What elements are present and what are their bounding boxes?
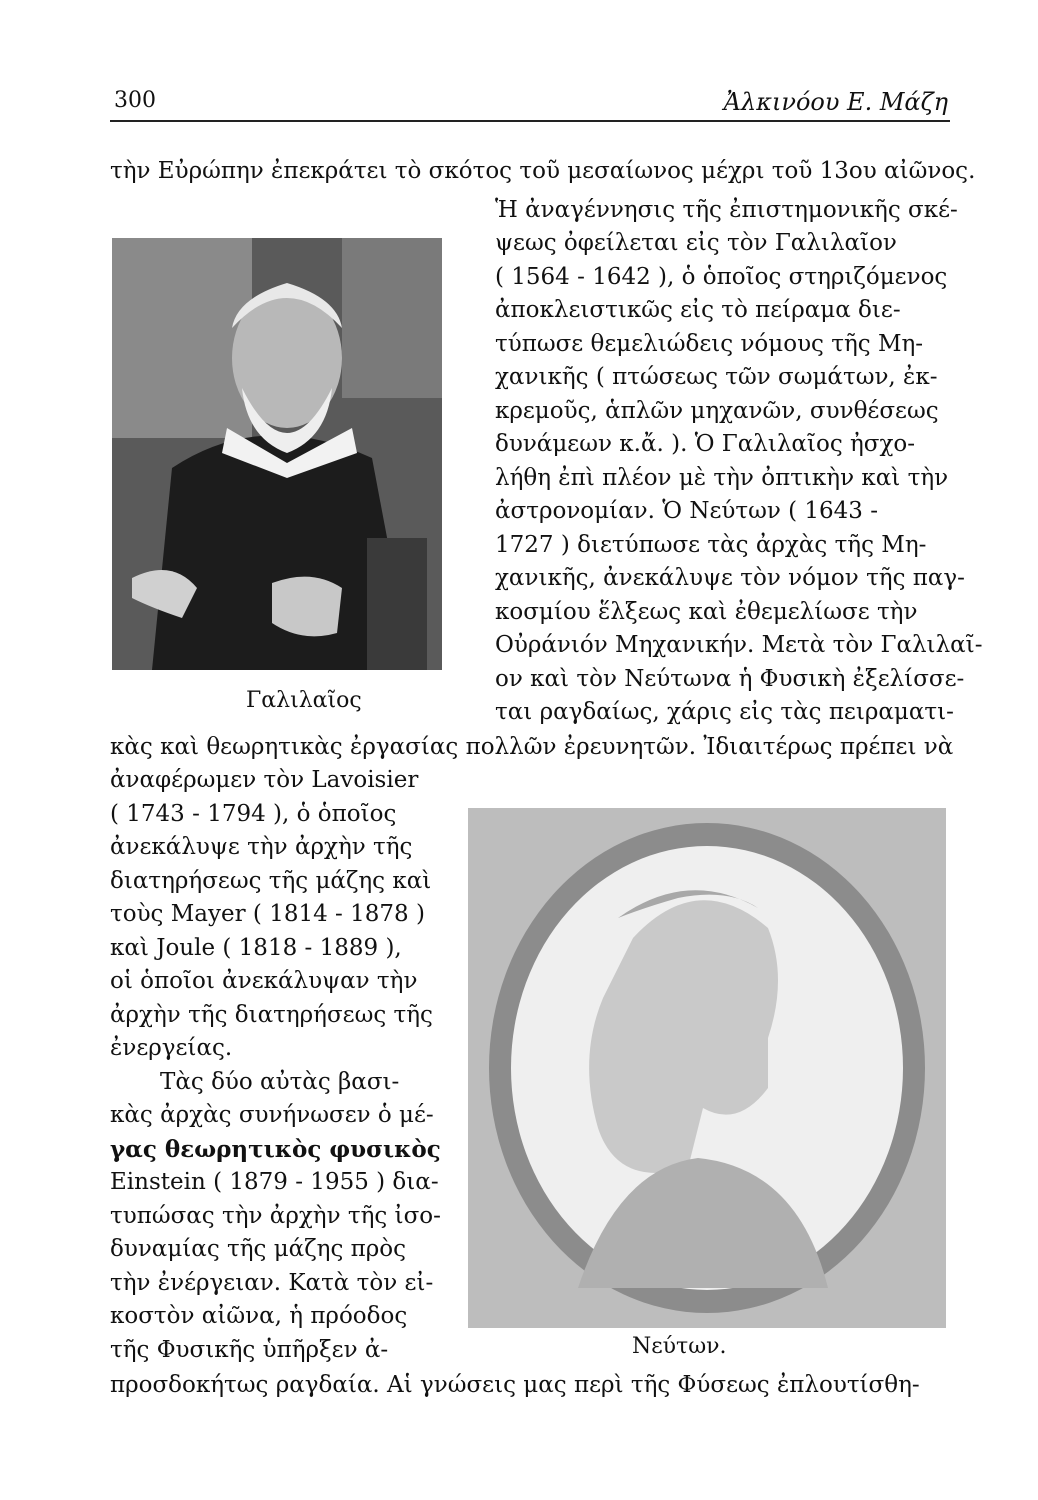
newton-portrait-drawing xyxy=(468,808,946,1328)
text-line: ἀποκλειστικῶς εἰς τὸ πείραμα διε- xyxy=(495,297,901,323)
text-line: ται ραγδαίως, χάρις εἰς τὰς πειραματι- xyxy=(495,699,954,725)
text-line: τὴν Εὐρώπην ἐπεκράτει τὸ σκότος τοῦ μεσαίωνος μέχρι τοῦ 13ου αἰῶνος. xyxy=(110,158,976,184)
text-line: ἀστρονομίαν. Ὁ Νεύτων ( 1643 - xyxy=(495,498,879,524)
galileo-portrait-drawing xyxy=(112,238,442,670)
text-line: τύπωσε θεμελιώδεις νόμους τῆς Μη- xyxy=(495,331,924,357)
text-line: 1727 ) διετύπωσε τὰς ἀρχὰς τῆς Μη- xyxy=(495,532,927,558)
text-line: ( 1564 - 1642 ), ὁ ὁποῖος στηριζόμενος xyxy=(495,264,948,290)
text-line: Τὰς δύο αὐτὰς βασι- xyxy=(160,1069,400,1095)
text-line: οἱ ὁποῖοι ἀνεκάλυψαν τὴν xyxy=(110,968,418,994)
text-line: τοὺς Mayer ( 1814 - 1878 ) xyxy=(110,901,425,927)
newton-caption: Νεύτων. xyxy=(632,1334,727,1359)
text-line: δυνάμεων κ.ἄ. ). Ὁ Γαλιλαῖος ἠσχο- xyxy=(495,431,916,457)
text-line: γας θεωρητικὸς φυσικὸς xyxy=(110,1136,441,1163)
text-line: ον καὶ τὸν Νεύτωνα ἡ Φυσικὴ ἐξελίσσε- xyxy=(495,666,965,692)
text-line: χανικῆς, ἀνεκάλυψε τὸν νόμον τῆς παγ- xyxy=(495,565,965,591)
text-line: Οὐράνιόν Μηχανικήν. Μετὰ τὸν Γαλιλαῖ- xyxy=(495,632,983,658)
text-line: διατηρήσεως τῆς μάζης καὶ xyxy=(110,868,432,894)
text-line: προσδοκήτως ραγδαία. Αἱ γνώσεις μας περὶ τῆς Φύσεως ἐπλουτίσθη- xyxy=(110,1372,920,1398)
text-line: κὰς ἀρχὰς συνήνωσεν ὁ μέ- xyxy=(110,1102,434,1128)
text-line: τὴν ἐνέργειαν. Κατὰ τὸν εἰ- xyxy=(110,1270,434,1296)
text-line: ἐνεργείας. xyxy=(110,1035,233,1061)
text-line: τῆς Φυσικῆς ὑπῆρξεν ἀ- xyxy=(110,1337,389,1363)
text-line: ἀρχὴν τῆς διατηρήσεως τῆς xyxy=(110,1002,433,1028)
text-line: τυπώσας τὴν ἀρχὴν τῆς ἰσο- xyxy=(110,1203,441,1229)
newton-portrait xyxy=(468,808,946,1328)
text-line: ( 1743 - 1794 ), ὁ ὁποῖος xyxy=(110,801,397,827)
galileo-portrait xyxy=(112,238,442,670)
text-line: λήθη ἐπὶ πλέον μὲ τὴν ὀπτικὴν καὶ τὴν xyxy=(495,465,949,491)
text-line: Einstein ( 1879 - 1955 ) δια- xyxy=(110,1169,439,1195)
text-line: κρεμοῦς, ἁπλῶν μηχανῶν, συνθέσεως xyxy=(495,398,939,424)
text-line: Ἡ ἀναγέννησις τῆς ἐπιστημονικῆς σκέ- xyxy=(495,197,958,223)
running-head: Ἀλκινόου Ε. Μάζη xyxy=(723,88,948,116)
text-line: κοστὸν αἰῶνα, ἡ πρόοδος xyxy=(110,1303,408,1329)
text-line: κοσμίου ἕλξεως καὶ ἐθεμελίωσε τὴν xyxy=(495,599,918,625)
text-line: κὰς καὶ θεωρητικὰς ἐργασίας πολλῶν ἐρευνητῶν. Ἰδιαιτέρως πρέπει νὰ xyxy=(110,734,954,760)
galileo-caption: Γαλιλαῖος xyxy=(246,688,362,713)
page-number: 300 xyxy=(114,88,156,113)
text-line: χανικῆς ( πτώσεως τῶν σωμάτων, ἐκ- xyxy=(495,364,938,390)
text-line: ἀναφέρωμεν τὸν Lavoisier xyxy=(110,767,419,793)
text-line: ψεως ὀφείλεται εἰς τὸν Γαλιλαῖον xyxy=(495,230,897,256)
text-line: καὶ Joule ( 1818 - 1889 ), xyxy=(110,935,402,961)
page-header xyxy=(110,84,950,122)
text-line: ἀνεκάλυψε τὴν ἀρχὴν τῆς xyxy=(110,834,413,860)
text-line: δυναμίας τῆς μάζης πρὸς xyxy=(110,1236,407,1262)
